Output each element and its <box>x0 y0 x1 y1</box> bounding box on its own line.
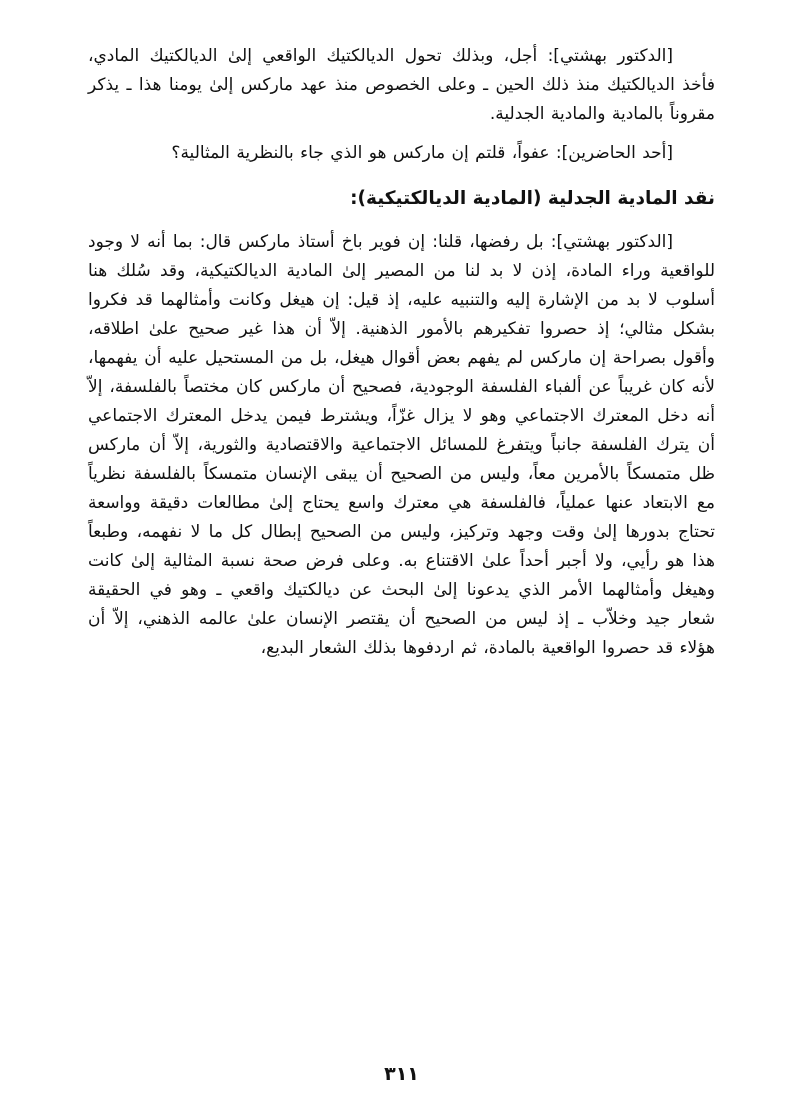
section-heading: نقد المادية الجدلية (المادية الديالكتيكية): <box>350 188 715 209</box>
paragraph-doctor-beheshti-2: [الدكتور بهشتي]: بل رفضها، قلنا: إن فوير باخ أستاذ ماركس قال: بما أنه لا وجود للواقعية وراء المادة، إذن لا بد لنا من المصير إلىٰ المادية الديالكتيكية، وقد سُلك هنا أسلوب لا بد من الإشارة إليه والتنبيه عليه، إذ قيل: إن هيغل وكانت وأمثالهما قد فكروا بشكل مثالي؛ إذ حصروا تفكيرهم بالأمور الذهنية. إلاّ أن هذا غير صحيح علىٰ اطلاقه، وأقول بصراحة إن ماركس لم يفهم بعض أقوال هيغل، بل من المستحيل عليه أن يفهمها، لأنه كان غريباً عن ألفباء الفلسفة الوجودية، فصحيح أن ماركس كان مختصاً بالفلسفة، إلاّ أنه دخل المعترك الاجتماعي وهو لا يزال غزّاً، ويشترط فيمن يدخل المعترك الاجتماعي أن يترك الفلسفة جانباً ويتفرغ للمسائل الاجتماعية والاقتصادية والثورية، إلاّ أن ماركس ظل متمسكاً بالأمرين معاً، وليس من الصحيح أن يبقى الإنسان متمسكاً بالفلسفة نظرياً مع الابتعاد عنها عملياً، فالفلسفة هي معترك واسع يحتاج إلىٰ مطالعات دقيقة وواسعة تحتاج بدورها إلىٰ وقت وجهد وتركيز، وليس من الصحيح إبطال كل ما لا نفهمه، وطبعاً هذا هو رأيي، ولا أجبر أحداً علىٰ الاقتناع به. وعلى فرض صحة نسبة المثالية إلىٰ كانت وهيغل وأمثالهما الأمر الذي يدعونا إلىٰ البحث عن ديالكتيك واقعي ـ وهو في الحقيقة شعار جيد وخلاّب ـ إذ ليس من الصحيح أن يقتصر الإنسان علىٰ عالمه الذهني، إلاّ أن هؤلاء قد حصروا الواقعية بالمادة، ثم اردفوها بذلك الشعار البديع، <box>88 232 715 658</box>
paragraph-audience-question: [أحد الحاضرين]: عفواً، قلتم إن ماركس هو الذي جاء بالنظرية المثالية؟ <box>171 143 673 163</box>
page-number: ٣١١ <box>384 1063 419 1085</box>
paragraph-doctor-beheshti-1: [الدكتور بهشتي]: أجل، وبذلك تحول الديالكتيك الواقعي إلىٰ الديالكتيك المادي، فأخذ الديالكتيك منذ ذلك الحين ـ وعلى الخصوص منذ عهد ماركس إلىٰ يومنا هذا ـ يذكر مقروناً بالمادية والمادية الجدلية. <box>88 46 715 124</box>
